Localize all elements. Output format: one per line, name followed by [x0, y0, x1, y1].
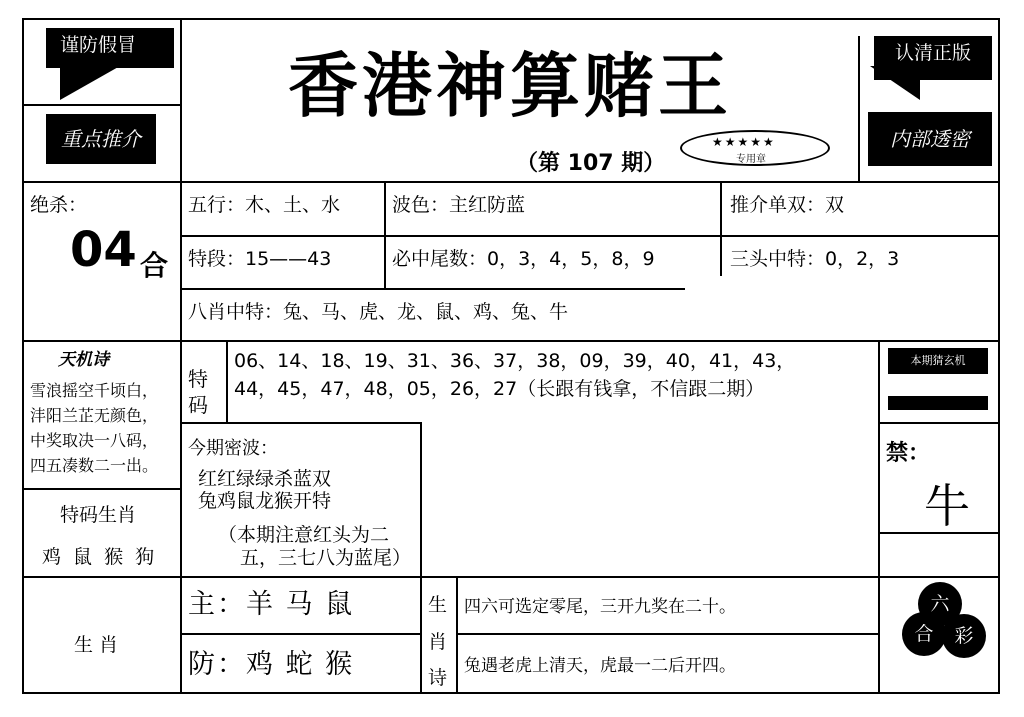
inside-label: 内部透密: [868, 112, 992, 166]
poem-line-2: 兔遇老虎上清天，虎最一二后开四。: [464, 656, 736, 676]
divider: [22, 488, 180, 490]
stamp-text: 专用章: [736, 154, 766, 165]
wuxing-text: 五行：木、土、水: [188, 194, 341, 216]
divider: [226, 340, 228, 422]
mibo-note-1: （本期注意红头为二: [218, 524, 390, 546]
divider: [180, 18, 182, 181]
divider: [180, 235, 1000, 237]
tema-label: 特码: [188, 367, 208, 417]
tema-shengxiao-values: 鸡 鼠 猴 狗: [42, 546, 158, 568]
divider: [456, 633, 878, 635]
danshuang-text: 推介单双：双: [730, 194, 845, 216]
divider: [22, 104, 180, 106]
logo-circle: 六: [918, 582, 962, 626]
tema-line-1: 06、14、18、19、31、36、37，38，09，39，40，41，43，: [234, 350, 796, 372]
divider: [720, 181, 722, 276]
stamp-stars: ★★★★★: [712, 135, 776, 149]
kill-number: 04: [70, 222, 137, 278]
speech-bubble-tail: [870, 66, 920, 100]
tianji-line: 雪浪摇空千顷白，: [30, 381, 159, 400]
divider: [180, 288, 685, 290]
divider: [180, 340, 182, 694]
logo-circle: 彩: [942, 614, 986, 658]
tianji-line: 中奖取决一八码，: [30, 431, 159, 450]
divider: [456, 576, 458, 694]
divider: [180, 422, 420, 424]
page-title: 香港神算赌王: [288, 45, 732, 127]
divider: [878, 576, 880, 694]
divider: [180, 633, 420, 635]
poem-line-1: 四六可选定零尾，三开九奖在二十。: [464, 597, 736, 617]
shi-label-char: 肖: [428, 631, 448, 653]
kill-unit: 合: [140, 249, 169, 282]
divider: [22, 340, 1000, 342]
warn-label: 谨防假冒: [46, 28, 174, 68]
tema-line-2: 44，45，47，48，05，26，27（长跟有钱拿，不信跟二期）: [234, 378, 765, 400]
shi-label-char: 生: [428, 594, 448, 616]
jin-value: 牛: [924, 479, 970, 533]
tema-shengxiao-label: 特码生肖: [60, 504, 137, 526]
bose-text: 波色：主红防蓝: [392, 194, 526, 216]
divider: [878, 340, 880, 576]
tianji-line: 沣阳兰芷无颜色，: [30, 406, 159, 425]
santou-text: 三头中特：0，2，3: [730, 248, 900, 270]
xuanji-bar: [888, 396, 988, 410]
divider: [22, 576, 1000, 578]
divider: [878, 422, 1000, 424]
mibo-label: 今期密波：: [188, 438, 278, 459]
weishu-text: 必中尾数：0，3，4，5，8，9: [392, 248, 655, 270]
logo-circle: 合: [902, 612, 946, 656]
mibo-note-2: 五，三七八为蓝尾）: [240, 547, 412, 569]
tianji-title: 天机诗: [58, 350, 109, 370]
shengxiao-fang: 防：鸡 蛇 猴: [188, 649, 355, 680]
tianji-line: 四五凑数二一出。: [30, 456, 159, 475]
jin-label: 禁：: [886, 441, 931, 466]
shi-label-char: 诗: [428, 667, 448, 689]
divider: [180, 18, 465, 20]
baxiao-text: 八肖中特：兔、马、虎、龙、鼠、鸡、兔、牛: [188, 301, 569, 323]
mibo-line-1: 红红绿绿杀蓝双: [198, 468, 332, 490]
shengxiao-main: 主：羊 马 鼠: [188, 589, 355, 620]
divider: [420, 422, 422, 694]
divider: [22, 181, 1000, 183]
issue-number: （第 107 期）: [516, 151, 666, 176]
genuine-label: 认清正版: [874, 36, 992, 80]
speech-bubble-tail: [60, 66, 120, 100]
xuanji-label: 本期猜玄机: [888, 348, 988, 374]
teduan-text: 特段：15——43: [188, 248, 332, 270]
stamp-seal: [680, 130, 830, 166]
divider: [180, 181, 182, 341]
mibo-line-2: 兔鸡鼠龙猴开特: [198, 490, 332, 512]
kill-label: 绝杀：: [30, 194, 88, 216]
divider: [858, 36, 860, 181]
recommend-label: 重点推介: [46, 114, 156, 164]
shengxiao-label: 生 肖: [74, 634, 119, 656]
